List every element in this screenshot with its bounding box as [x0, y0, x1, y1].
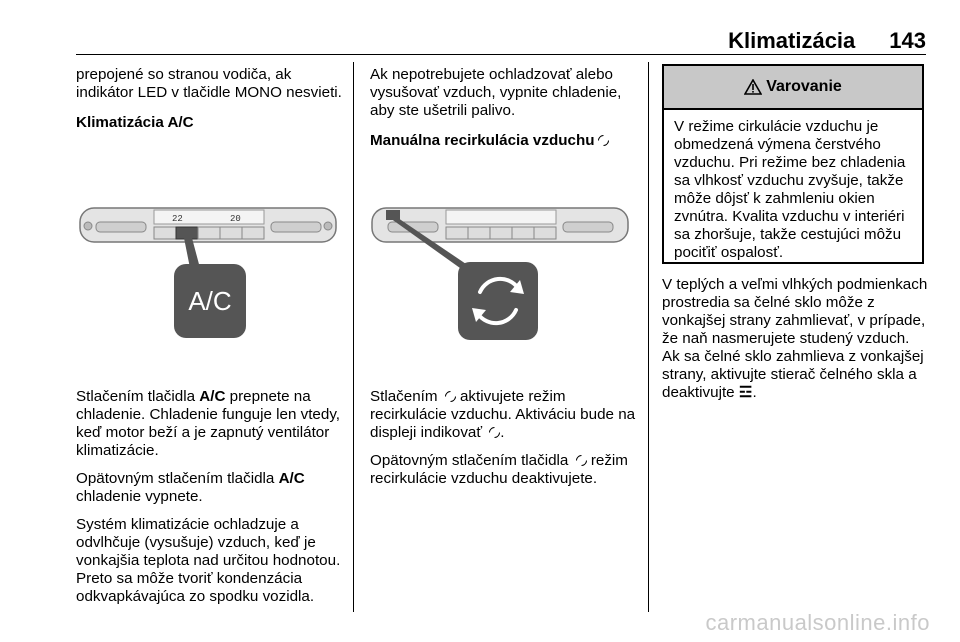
- column-3-body: [662, 276, 930, 402]
- warning-icon: [744, 79, 762, 95]
- page-title: Klimatizácia: [728, 28, 856, 53]
- recirculation-icon: [595, 133, 611, 149]
- warning-title: Varovanie: [766, 78, 842, 95]
- page-header: [728, 24, 926, 54]
- page-number: 143: [889, 28, 926, 53]
- warning-text: V režime cirkulácie vzduchu je obmedzená výmena čerstvého vzduchu. Pri režime bez chladenia sa vlhkosť vzduchu zvyšuje, takže môže dôjsť k zahmleniu okien zvnútra. Kvalita vzduchu v interiéri sa zhoršuje, takže cestujúci môžu pociťiť ospalosť.: [674, 118, 906, 261]
- col2-intro: Ak nepotrebujete ochladzovať alebo vysušovať vzduch, vypnite chladenie, aby ste ušetrili palivo.: [370, 66, 622, 119]
- display-temp-left: 22: [172, 214, 183, 224]
- col2-para-2: Opätovným stlačením tlačidla režim recirkulácie vzduchu deaktivujete.: [370, 452, 628, 487]
- col2-para-1: Stlačením aktivujete režim recirkulácie vzduchu. Aktiváciu bude na displeji indikovať .: [370, 388, 636, 441]
- display-temp-right: 20: [230, 214, 241, 224]
- column-2-body: [370, 388, 640, 488]
- ac-panel-figure: [76, 196, 341, 346]
- column-2: [370, 66, 640, 160]
- col3-para: V teplých a veľmi vlhkých podmienkach prostredia sa čelné sklo môže z vonkajšej strany zahmlievať, v prípade, že naň nasmerujete studený vzduch. Ak sa čelné sklo zahmlieva z vonkajšej strany, aktivujte stierač čelného skla a deaktivujte ☲.: [662, 276, 928, 401]
- ac-panel-illustration: [76, 196, 341, 346]
- column-divider-1: [353, 62, 354, 612]
- column-1-body: [76, 388, 344, 606]
- column-1: [76, 66, 344, 142]
- ac-icon-label: A/C: [188, 286, 232, 316]
- windshield-defrost-icon: ☲: [738, 384, 753, 401]
- warning-box: [662, 64, 924, 264]
- col1-para-3: Systém klimatizácie ochladzuje a odvlhčuje (vysušuje) vzduch, keď je vonkajšia teplota nad určitou hodnotou. Preto sa môže tvoriť kondenzácia odkvapkávajúca zo spodku vozidla.: [76, 516, 341, 605]
- col1-intro: prepojené so stranou vodiča, ak indikátor LED v tlačidle MONO nesvieti.: [76, 66, 342, 101]
- col2-subhead: Manuálna recirkulácia vzduchu: [370, 132, 640, 150]
- recirc-panel-figure: [368, 196, 633, 346]
- col1-para-1: Stlačením tlačidla A/C prepnete na chladenie. Chladenie funguje len vtedy, keď motor beží a je zapnutý ventilátor klimatizácie.: [76, 388, 341, 459]
- column-divider-2: [648, 62, 649, 612]
- header-rule: [76, 54, 926, 55]
- warning-header: [664, 66, 922, 110]
- col1-para-2: Opätovným stlačením tlačidla A/C chladenie vypnete.: [76, 470, 305, 505]
- watermark: carmanualsonline.info: [705, 610, 930, 635]
- recirc-panel-illustration: [368, 196, 633, 346]
- col1-subhead: Klimatizácia A/C: [76, 114, 194, 131]
